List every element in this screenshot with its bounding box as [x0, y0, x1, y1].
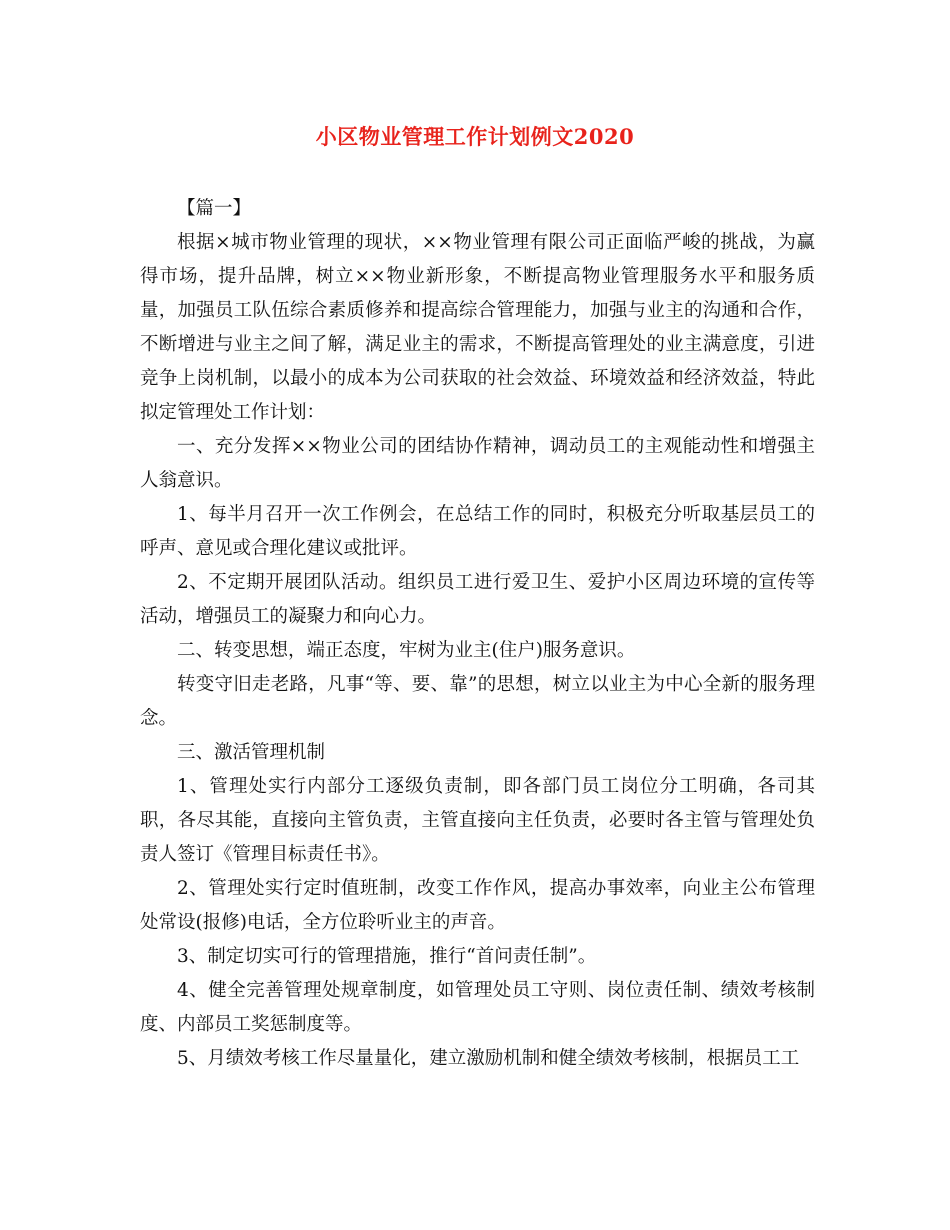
section-heading: 【篇一】	[177, 198, 252, 219]
paragraph: 2、管理处实行定时值班制，改变工作作风，提高办事效率，向业主公布管理处常设(报修)电话，全方位聆听业主的声音。	[140, 878, 815, 933]
paragraph: 2、不定期开展团队活动。组织员工进行爱卫生、爱护小区周边环境的宣传等活动，增强员工的凝聚力和向心力。	[140, 572, 815, 627]
paragraph: 转变守旧走老路，凡事“等、要、靠”的思想，树立以业主为中心全新的服务理念。	[140, 674, 815, 729]
paragraph: 4、健全完善管理处规章制度，如管理处员工守则、岗位责任制、绩效考核制度、内部员工奖惩制度等。	[140, 980, 815, 1035]
paragraph: 根据×城市物业管理的现状，××物业管理有限公司正面临严峻的挑战，为赢得市场，提升品牌，树立××物业新形象，不断提高物业管理服务水平和服务质量，加强员工队伍综合素质修养和提高综合管理能力，加强与业主的沟通和合作，不断增进与业主之间了解，满足业主的需求，不断提高管理处的业主满意度，引进竞争上岗机制，以最小的成本为公司获取的社会效益、环境效益和经济效益，特此拟定管理处工作计划：	[140, 232, 815, 423]
paragraph: 一、充分发挥××物业公司的团结协作精神，调动员工的主观能动性和增强主人翁意识。	[140, 436, 815, 491]
paragraph: 三、激活管理机制	[177, 742, 326, 763]
paragraph: 5、月绩效考核工作尽量量化，建立激励机制和健全绩效考核制，根据员工工	[177, 1048, 800, 1069]
paragraph: 1、管理处实行内部分工逐级负责制，即各部门员工岗位分工明确，各司其职，各尽其能，直接向主管负责，主管直接向主任负责，必要时各主管与管理处负责人签订《管理目标责任书》。	[140, 776, 815, 865]
document-title: 小区物业管理工作计划例文2020	[315, 124, 635, 149]
paragraph: 二、转变思想，端正态度，牢树为业主(住户)服务意识。	[177, 640, 636, 661]
document-body	[140, 192, 815, 1076]
paragraph: 1、每半月召开一次工作例会，在总结工作的同时，积极充分听取基层员工的呼声、意见或合理化建议或批评。	[140, 504, 815, 559]
paragraph: 3、制定切实可行的管理措施，推行“首问责任制”。	[177, 946, 597, 967]
